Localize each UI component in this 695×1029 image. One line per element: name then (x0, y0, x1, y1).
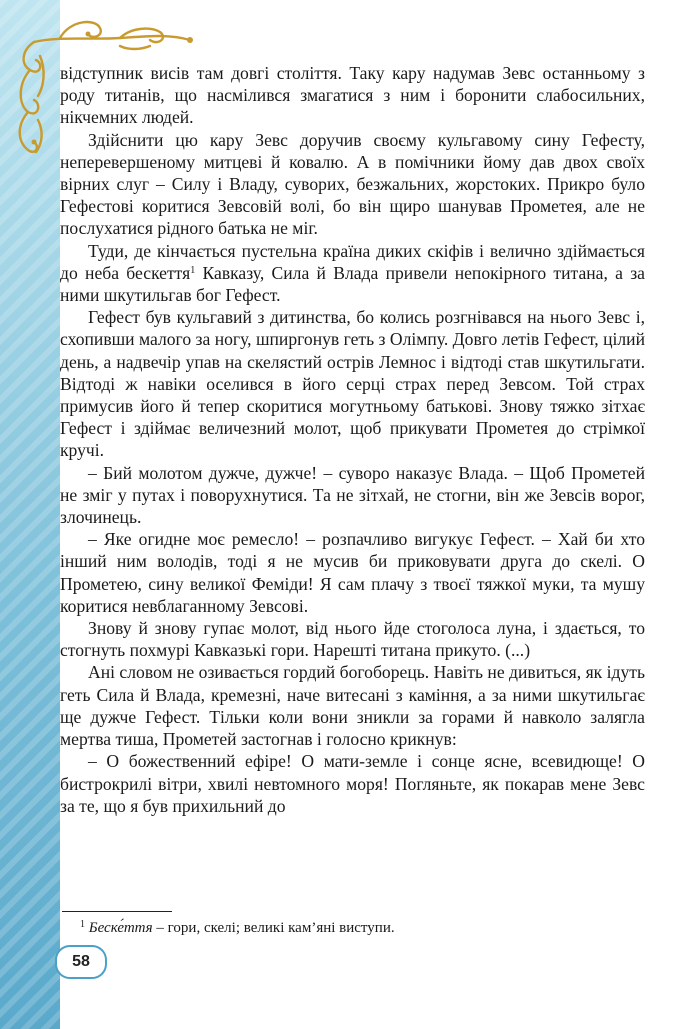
paragraph-7: Знову й знову гупає молот, від нього йде стоголоса луна, і здається, то стогнуть похмурі Кавказькі гори. Нарешті титана прикуто. (...) (60, 618, 645, 661)
paragraph-4: Гефест був кульгавий з дитинства, бо колись розгнівався на нього Зевс і, схопивши малого за ногу, шпиргонув геть з Олімпу. Довго летів Гефест, цілий день, а надвечір упав на скелястий острів Лемнос і відтоді став шкутильгати. Відтоді ж навіки оселився в його серці страх перед Зевсом. Той страх примусив його й тепер скоритися могутньому батькові. Знову тяжко зітхає Гефест і здіймає величезний молот, щоб прикувати Прометея до стрімкої кручі. (60, 307, 645, 461)
body-text (60, 62, 645, 817)
footnote-term: Беске́ття (88, 920, 153, 936)
paragraph-8: Ані словом не озивається гордий богоборець. Навіть не дивиться, як ідуть геть Сила й Влада, кремезні, наче витесані з каміння, а за ними шкутильгає ще дужче Гефест. Тільки коли вони зникли за горами й навколо залягла мертва тиша, Прометей застогнав і голосно крикнув: (60, 662, 645, 750)
footnote-divider (62, 911, 172, 912)
paragraph-2: Здійснити цю кару Зевс доручив своєму кульгавому сину Гефесту, неперевершеному митцеві й ковалю. А в помічники йому дав двох своїх вірних слуг – Силу і Владу, суворих, безжальних, жорстоких. Прикро було Гефестові коритися Зевсовій волі, бо він щиро шанував Прометея, але не послухатися рідного батька не міг. (60, 129, 645, 239)
footnote-mark: 1 (80, 919, 85, 930)
paragraph-9: – О божественний ефіре! О мати-земле і сонце ясне, всевидюще! О бистрокрилі вітри, хвилі невтомного моря! Погляньте, як покарав мене Зевс за те, що я був прихильний до (60, 751, 645, 816)
page-number: 58 (55, 945, 107, 979)
paragraph-1: відступник висів там довгі століття. Таку кару надумав Зевс останньому з роду титанів, що насмілився змагатися з ним і боронити слабосильних, нікчемних людей. (60, 63, 645, 128)
paragraph-3-text-a: Туди, де кінчається пустельна країна диких скіфів і велично здіймається до неба бескеття (60, 240, 645, 283)
paragraph-5: – Бий молотом дужче, дужче! – суворо наказує Влада. – Щоб Прометей не зміг у путах і поворухнутися. Та не зітхай, не стогни, він же Зевсів ворог, злочинець. (60, 462, 645, 528)
footnote (80, 918, 640, 938)
paragraph-6: – Яке огидне моє ремесло! – розпачливо вигукує Гефест. – Хай би хто інший ним володів, тоді я не мусив би приковувати друга до скелі. О Прометею, сину великої Феміди! Я сам плачу з твоєї тяжкої муки, та мушу коритися невблаганному Зевсові. (60, 529, 645, 616)
footnote-ref: 1 (190, 264, 196, 276)
paragraph-3-text-b: Кавказу, Сила й Влада привели непокірного титана, а за ними шкутильгав бог Гефест. (60, 262, 645, 306)
paragraph-3 (60, 240, 645, 307)
footnote-text: – гори, скелі; великі кам’яні виступи. (152, 920, 395, 936)
